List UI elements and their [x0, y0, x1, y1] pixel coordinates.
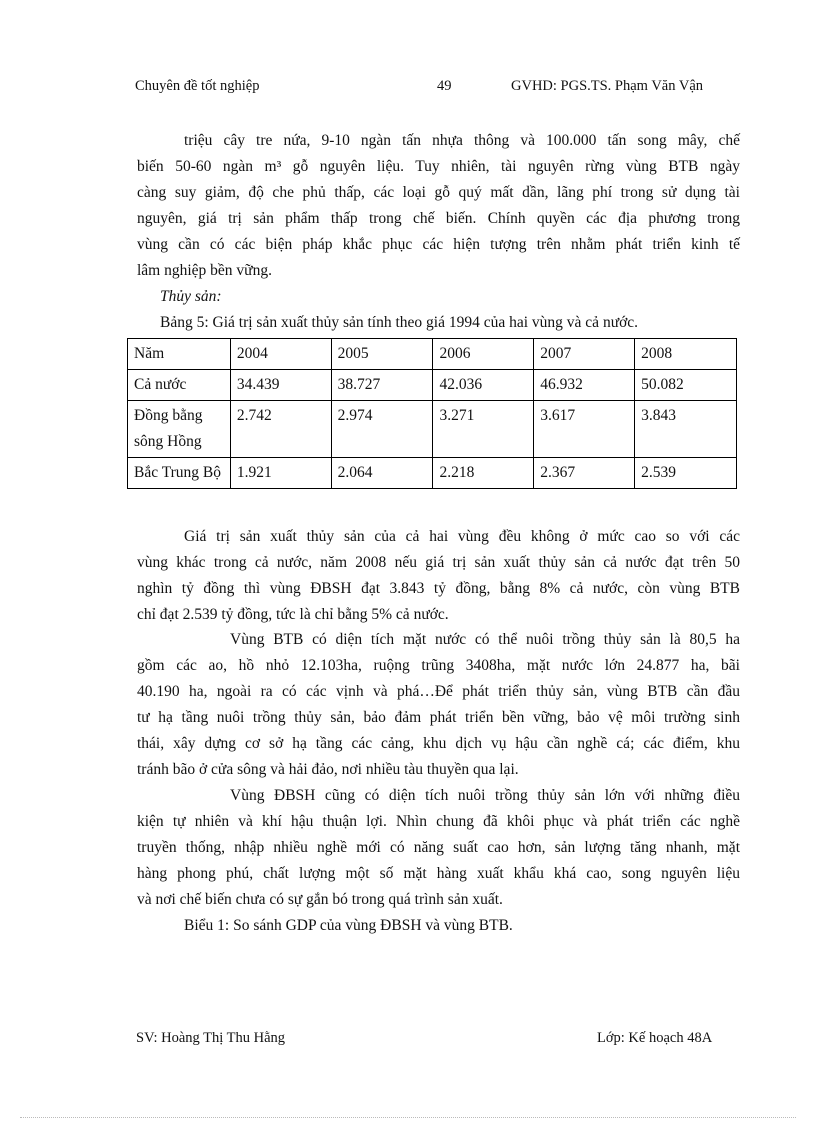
table-row — [128, 458, 737, 489]
table-cell: 3.843 — [635, 401, 737, 458]
table-header-cell: 2006 — [433, 339, 534, 370]
footer-left: SV: Hoàng Thị Thu Hằng — [136, 1030, 286, 1046]
row-label: Cả nước — [128, 370, 231, 401]
text-line: tư hạ tầng nuôi trồng thủy sản, bảo đảm phát triển bền vững, bảo vệ môi trường sinh — [137, 709, 740, 726]
text-line: tránh bão ở cửa sông và hải đảo, nơi nhiều tàu thuyền qua lại. — [137, 761, 519, 778]
row-label: Đồng bằng sông Hồng — [128, 401, 231, 458]
table-cell: 34.439 — [230, 370, 331, 401]
table-cell: 46.932 — [534, 370, 635, 401]
footer-right: Lớp: Kế hoạch 48A — [597, 1030, 713, 1046]
text-line: vùng khác trong cả nước, năm 2008 nếu giá trị sản xuất thủy sản cả nước đạt trên 50 — [137, 554, 740, 571]
text-line: biến 50-60 ngàn m³ gỗ nguyên liệu. Tuy nhiên, tài nguyên rừng vùng BTB ngày — [137, 158, 740, 175]
table-row — [128, 370, 737, 401]
text-line: nghìn tỷ đồng thì vùng ĐBSH đạt 3.843 tỷ đồng, bằng 8% cả nước, còn vùng BTB — [137, 580, 740, 597]
text-line: Giá trị sản xuất thủy sản của cả hai vùng đều không ở mức cao so với các — [184, 528, 740, 545]
text-line: triệu cây tre nứa, 9-10 ngàn tấn nhựa thông và 100.000 tấn song mây, chế — [184, 132, 740, 149]
text-line: hàng phong phú, chất lượng một số mặt hàng xuất khẩu khá cao, song nguyên liệu — [137, 865, 740, 882]
table-cell: 1.921 — [230, 458, 331, 489]
text-line: kiện tự nhiên và khí hậu thuận lợi. Nhìn chung đã khôi phục và phát triển các nghề — [137, 813, 740, 830]
table-cell: 50.082 — [635, 370, 737, 401]
table-cell: 38.727 — [331, 370, 433, 401]
row-label: Bắc Trung Bộ — [128, 458, 231, 489]
table-header-cell: Năm — [128, 339, 231, 370]
table-caption: Bảng 5: Giá trị sản xuất thủy sản tính theo giá 1994 của hai vùng và cả nước. — [160, 314, 639, 331]
table-cell: 2.218 — [433, 458, 534, 489]
text-line: và nơi chế biến chưa có sự gắn bó trong quá trình sản xuất. — [137, 891, 503, 908]
text-line: Vùng ĐBSH cũng có diện tích nuôi trồng thủy sản lớn với những điều — [230, 787, 740, 804]
intro-paragraph — [137, 128, 740, 284]
text-line: lâm nghiệp bền vững. — [137, 262, 272, 279]
table-header-cell: 2005 — [331, 339, 433, 370]
text-line: 40.190 ha, ngoài ra có các vịnh và phá…Để phát triển thủy sản, vùng BTB cần đầu — [137, 683, 740, 700]
table-row — [128, 401, 737, 458]
page-border-line — [20, 1117, 796, 1118]
text-line: gồm các ao, hồ nhỏ 12.103ha, ruộng trũng 3408ha, mặt nước lớn 24.877 ha, bãi — [137, 657, 740, 674]
paragraph-1 — [137, 524, 740, 628]
table-header-cell: 2007 — [534, 339, 635, 370]
text-line: thái, xây dựng cơ sở hạ tầng các cảng, khu dịch vụ hậu cần nghề cá; các điểm, khu — [137, 735, 740, 752]
text-line: càng suy giảm, độ che phủ thấp, các loại gỗ quý mất dần, lãng phí trong sử dụng tài — [137, 184, 740, 201]
chart-caption: Biểu 1: So sánh GDP của vùng ĐBSH và vùng BTB. — [184, 917, 513, 934]
table-header-cell: 2008 — [635, 339, 737, 370]
page-number: 49 — [437, 78, 452, 94]
table-cell: 2.367 — [534, 458, 635, 489]
text-line: truyền thống, nhập nhiều nghề mới có năng suất cao hơn, sản lượng tăng nhanh, mặt — [137, 839, 740, 856]
table-cell: 3.617 — [534, 401, 635, 458]
table-header-row — [128, 339, 737, 370]
text-line: nguyên, giá trị sản phẩm thấp trong chế biến. Chính quyền các địa phương trong — [137, 210, 740, 227]
text-line: vùng cần có các biện pháp khắc phục các hiện tượng trên nhằm phát triển kinh tế — [137, 236, 740, 253]
paragraph-2 — [137, 627, 740, 783]
data-table — [127, 338, 737, 489]
table-cell: 2.064 — [331, 458, 433, 489]
header-right: GVHD: PGS.TS. Phạm Văn Vận — [511, 78, 704, 94]
table-header-cell: 2004 — [230, 339, 331, 370]
table-cell: 3.271 — [433, 401, 534, 458]
section-heading: Thủy sản: — [160, 288, 222, 305]
text-line: chỉ đạt 2.539 tỷ đồng, tức là chỉ bằng 5% cả nước. — [137, 606, 449, 623]
table-cell: 2.539 — [635, 458, 737, 489]
header-left: Chuyên đề tốt nghiệp — [135, 78, 260, 94]
table-cell: 2.742 — [230, 401, 331, 458]
text-line: Vùng BTB có diện tích mặt nước có thể nuôi trồng thủy sản là 80,5 ha — [230, 631, 740, 648]
paragraph-3 — [137, 783, 740, 913]
table-cell: 42.036 — [433, 370, 534, 401]
table-cell: 2.974 — [331, 401, 433, 458]
